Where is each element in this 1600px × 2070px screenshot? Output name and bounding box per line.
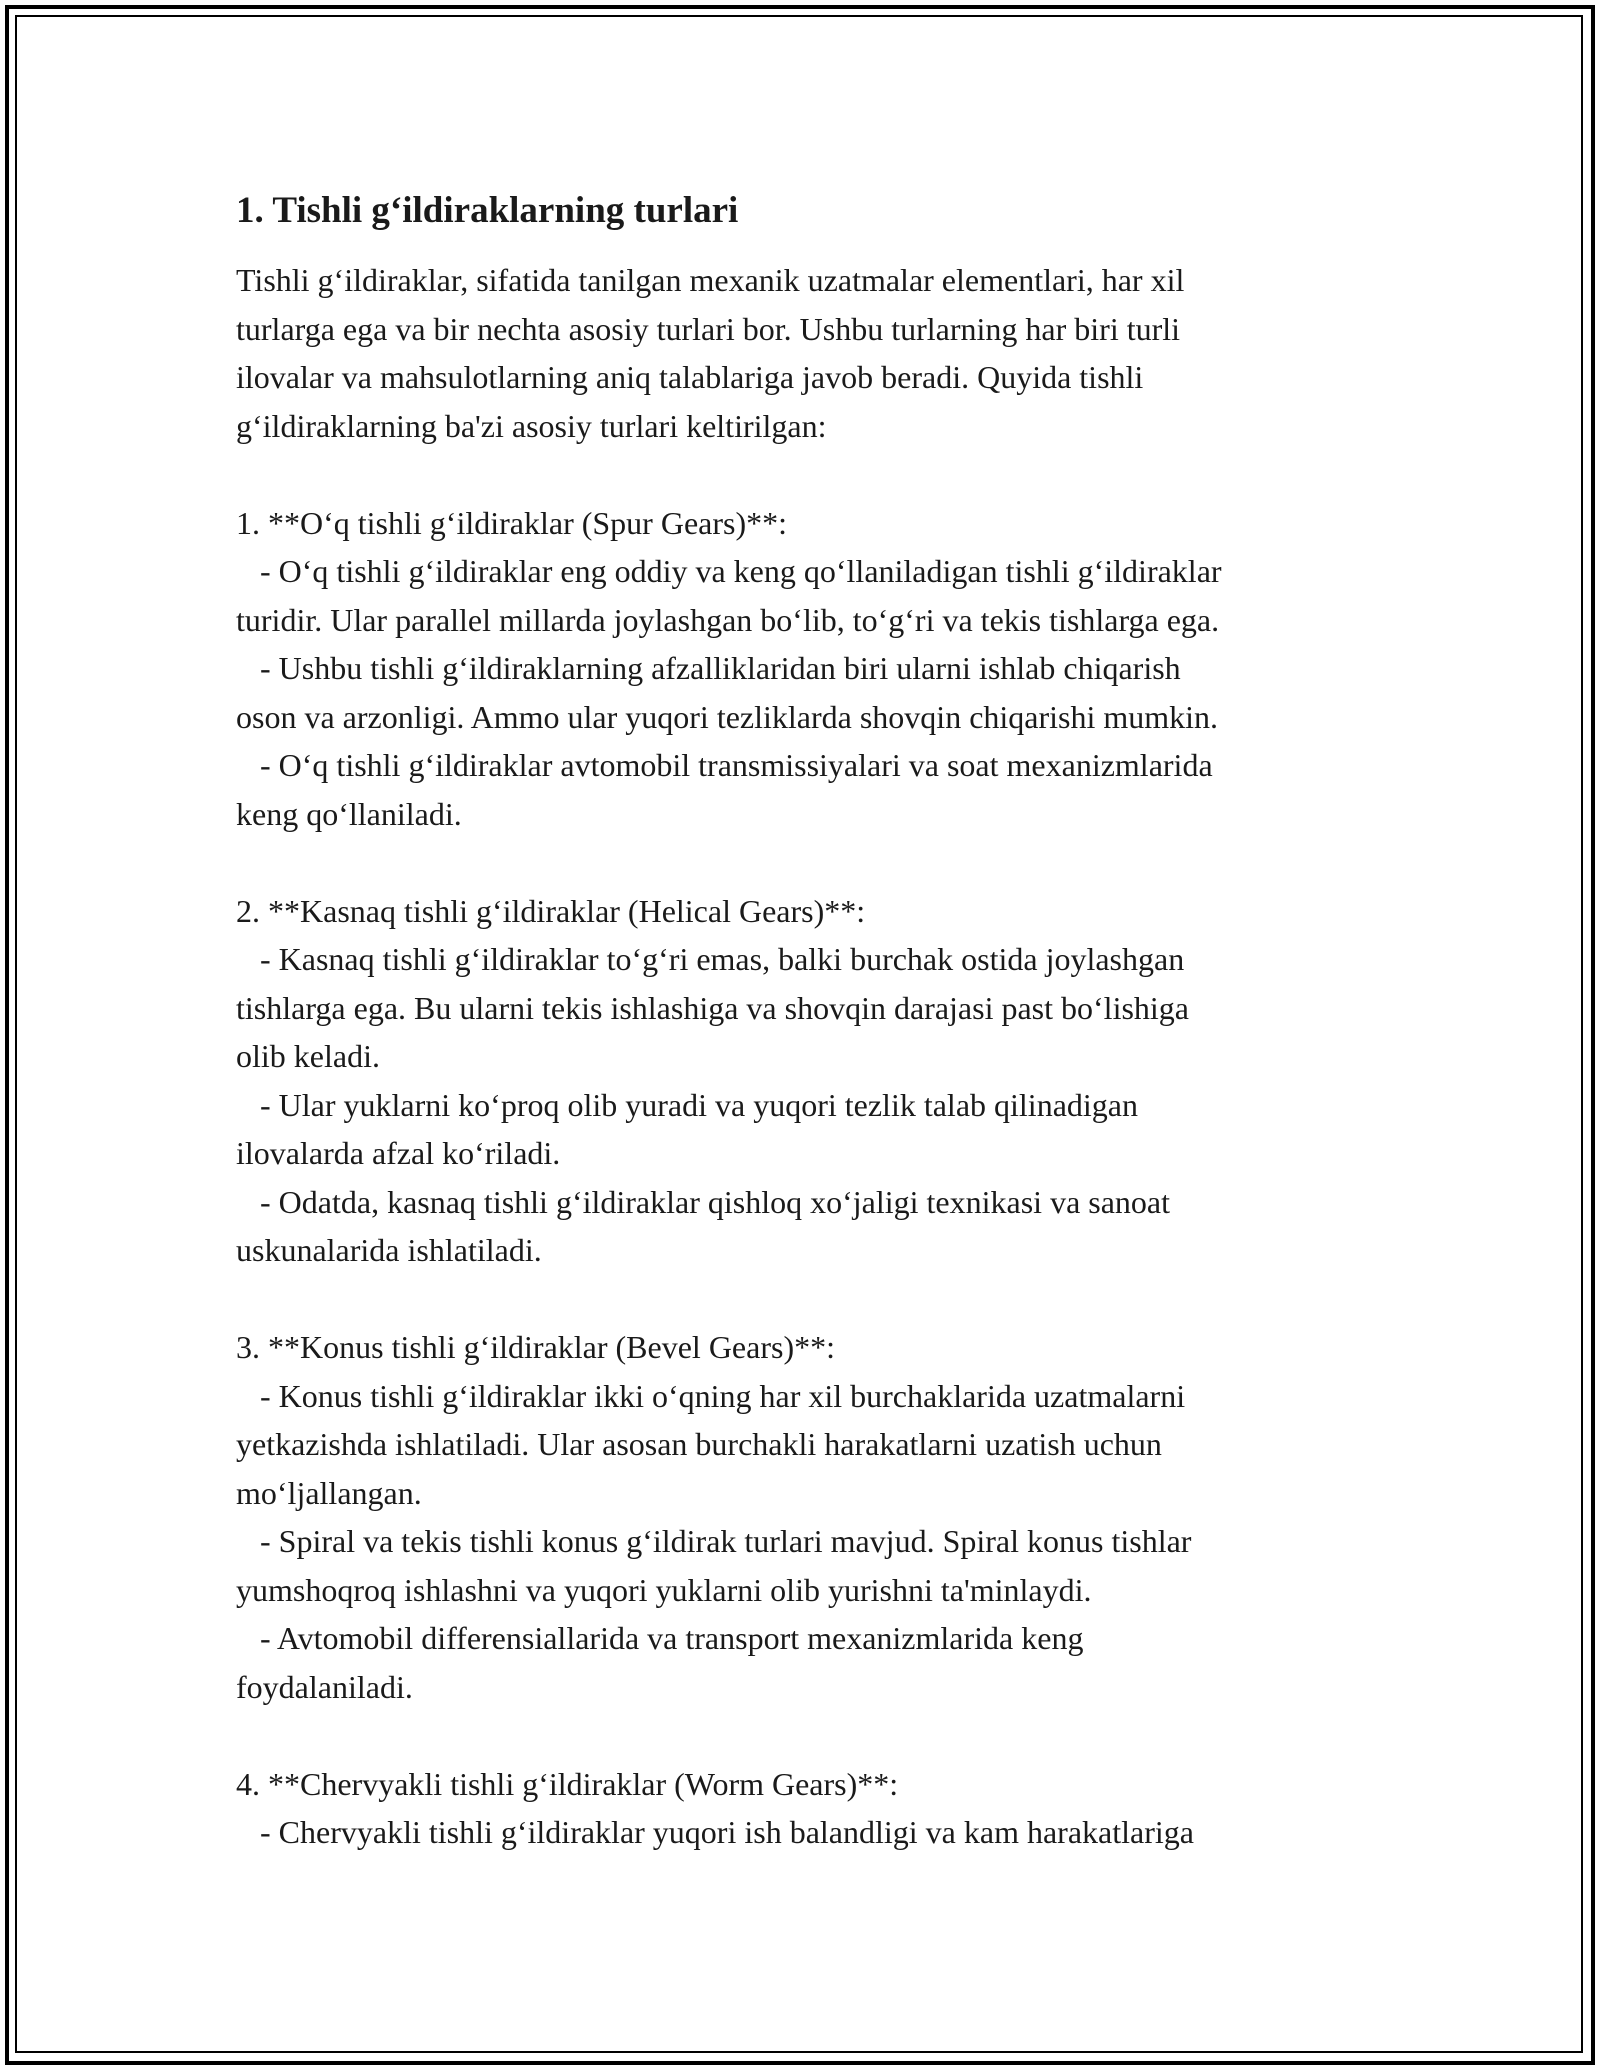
blank-line <box>236 838 1416 887</box>
text-line: - Odatda, kasnaq tishli g‘ildiraklar qishloq xo‘jaligi texnikasi va sanoat <box>236 1183 1171 1220</box>
text-line: uskunalarida ishlatiladi. <box>236 1232 542 1268</box>
text-line: oson va arzonligi. Ammo ular yuqori tezliklarda shovqin chiqarishi mumkin. <box>236 698 1219 735</box>
text-line: - Chervyakli tishli g‘ildiraklar yuqori ish balandligi va kam harakatlariga <box>236 1814 1194 1850</box>
text-line: 4. **Chervyakli tishli g‘ildiraklar (Worm Gears)**: <box>236 1765 899 1802</box>
text-line: - O‘q tishli g‘ildiraklar avtomobil transmissiyalari va soat mexanizmlarida <box>236 747 1213 783</box>
document-body <box>236 186 1416 1857</box>
text-line: turidir. Ular parallel millarda joylashgan bo‘lib, to‘g‘ri va tekis tishlarga ega. <box>236 601 1220 638</box>
text-line: - Kasnaq tishli g‘ildiraklar to‘g‘ri emas, balki burchak ostida joylashgan <box>236 941 1185 977</box>
text-line: - Ushbu tishli g‘ildiraklarning afzalliklaridan biri ularni ishlab chiqarish <box>236 650 1181 686</box>
text-line: g‘ildiraklarning ba'zi asosiy turlari keltirilgan: <box>236 407 827 444</box>
text-line: 2. **Kasnaq tishli g‘ildiraklar (Helical Gears)**: <box>236 892 866 929</box>
text-line: ilovalar va mahsulotlarning aniq talablariga javob beradi. Quyida tishli <box>236 359 1144 395</box>
text-line: 1. **O‘q tishli g‘ildiraklar (Spur Gears)**: <box>236 504 787 541</box>
text-line: yumshoqroq ishlashni va yuqori yuklarni olib yurishni ta'minlaydi. <box>236 1571 1092 1608</box>
text-line: - Ular yuklarni ko‘proq olib yuradi va yuqori tezlik talab qilinadigan <box>236 1086 1138 1123</box>
text-line: tishlarga ega. Bu ularni tekis ishlashiga va shovqin darajasi past bo‘lishiga <box>236 989 1189 1026</box>
document-text <box>236 256 1416 1857</box>
text-line: - Avtomobil differensiallarida va transport mexanizmlarida keng <box>236 1620 1084 1656</box>
text-line: Tishli g‘ildiraklar, sifatida tanilgan mexanik uzatmalar elementlari, har xil <box>236 262 1185 298</box>
text-line: foydalaniladi. <box>236 1668 413 1705</box>
text-line: mo‘ljallangan. <box>236 1474 422 1511</box>
text-line: ilovalarda afzal ko‘riladi. <box>236 1135 561 1171</box>
text-line: keng qo‘llaniladi. <box>236 795 462 832</box>
text-line: turlarga ega va bir nechta asosiy turlari bor. Ushbu turlarning har biri turli <box>236 310 1181 347</box>
text-line: 3. **Konus tishli g‘ildiraklar (Bevel Gears)**: <box>236 1329 835 1365</box>
blank-line <box>236 1275 1416 1324</box>
text-line: olib keladi. <box>236 1038 380 1074</box>
blank-line <box>236 450 1416 499</box>
text-line: yetkazishda ishlatiladi. Ular asosan burchakli harakatlarni uzatish uchun <box>236 1426 1162 1462</box>
text-line: - O‘q tishli g‘ildiraklar eng oddiy va keng qo‘llaniladigan tishli g‘ildiraklar <box>236 553 1222 589</box>
section-heading: 1. Tishli g‘ildiraklarning turlari <box>236 190 739 231</box>
blank-line <box>236 1711 1416 1760</box>
text-line: - Spiral va tekis tishli konus g‘ildirak turlari mavjud. Spiral konus tishlar <box>236 1523 1192 1559</box>
text-line: - Konus tishli g‘ildiraklar ikki o‘qning har xil burchaklarida uzatmalarni <box>236 1377 1186 1414</box>
